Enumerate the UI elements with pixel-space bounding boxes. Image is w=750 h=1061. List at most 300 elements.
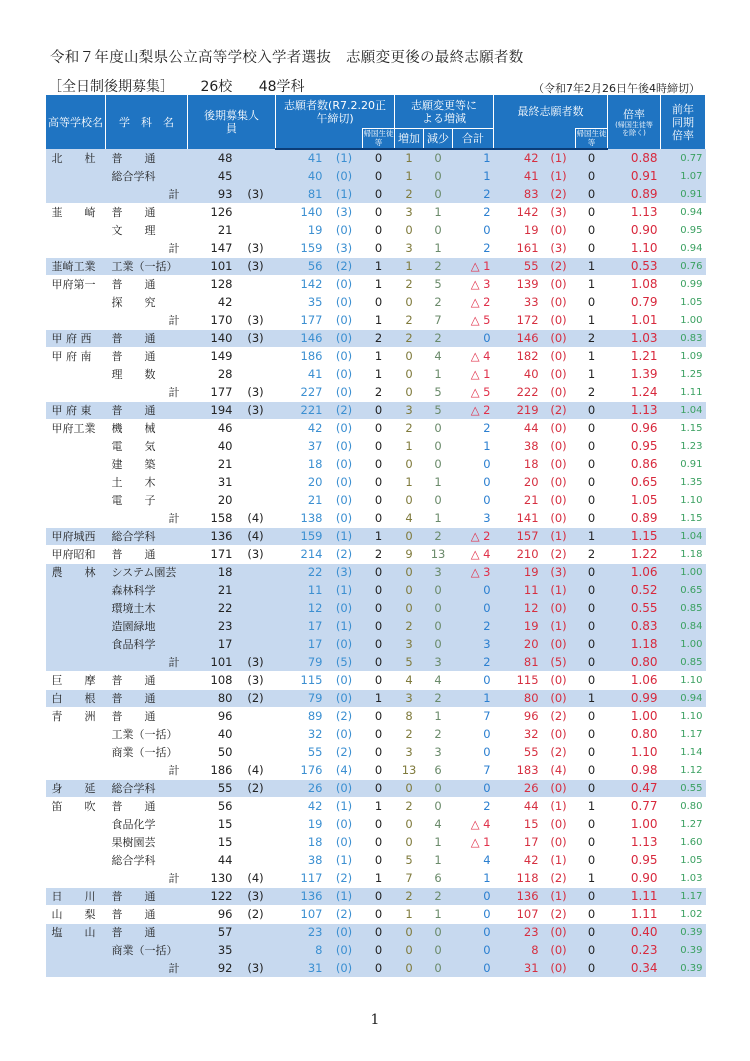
cell-final-returnees: 0 — [576, 635, 608, 653]
cell-dept: 土 木 — [111, 475, 156, 489]
cell-applicants: 177 — [300, 312, 323, 327]
cell-final-returnees-paren: (0) — [542, 329, 576, 347]
cell-ratio: 1.11 — [608, 905, 661, 923]
cell-final-returnees: 0 — [576, 653, 608, 671]
cell-quota: 140 — [188, 329, 236, 347]
cell-school — [46, 365, 106, 383]
cell-final-returnees-paren: (0) — [542, 419, 576, 437]
cell-change-total: 0 — [453, 923, 494, 941]
cell-prev-ratio: 1.17 — [680, 728, 703, 740]
cell-prev-ratio: 1.04 — [661, 527, 706, 545]
cell-increase: 0 — [395, 959, 424, 977]
cell-change-total: 0 — [483, 456, 491, 471]
cell-change-total: 2 — [483, 240, 491, 255]
cell-increase: 0 — [405, 834, 413, 849]
cell-final-returnees: 1 — [587, 312, 596, 327]
cell-school — [46, 491, 106, 509]
cell-prev-ratio: 1.17 — [661, 887, 706, 905]
cell-final-returnees: 0 — [576, 581, 608, 599]
cell-quota: 101 — [188, 257, 236, 275]
cell-returnees: 0 — [374, 762, 383, 777]
cell-school: 甲 府 西 — [46, 329, 106, 347]
cell-quota: 170 — [210, 312, 233, 327]
cell-dept: 総合学科 — [111, 853, 156, 867]
cell-dept: 普 通 — [106, 329, 188, 347]
cell-ratio: 1.00 — [608, 707, 661, 725]
cell-increase: 0 — [395, 923, 424, 941]
cell-prev-ratio: 1.25 — [680, 368, 703, 380]
cell-decrease: 6 — [434, 762, 442, 777]
cell-applicants: 40 — [276, 167, 326, 185]
cell-returnees: 0 — [374, 222, 383, 237]
cell-final: 81 — [494, 653, 542, 671]
cell-final: 172 — [516, 312, 539, 327]
cell-final-returnees-paren: (0) — [542, 347, 576, 365]
cell-increase: 1 — [405, 474, 413, 489]
cell-ratio: 0.86 — [630, 456, 658, 471]
cell-ratio: 0.99 — [608, 689, 661, 707]
cell-applicants-returnees: (2) — [326, 905, 363, 923]
cell-applicants: 38 — [307, 852, 323, 867]
cell-final-returnees-paren: (1) — [542, 149, 576, 167]
header-ratio-note: (帰国生徒等を除く) — [608, 121, 660, 137]
cell-dept: 普 通 — [106, 347, 188, 365]
cell-returnees: 0 — [363, 959, 395, 977]
cell-increase: 1 — [395, 905, 424, 923]
cell-change-total: 7 — [453, 707, 494, 725]
cell-change-total: 2 — [453, 617, 494, 635]
department-count: 48学科 — [258, 79, 305, 95]
cell-final: 55 — [523, 744, 539, 759]
cell-applicants: 21 — [307, 492, 323, 507]
cell-quota: 17 — [188, 635, 236, 653]
cell-final-returnees: 1 — [576, 689, 608, 707]
school-count: 26校 — [200, 79, 233, 95]
cell-applicants: 17 — [276, 635, 326, 653]
cell-final-returnees-paren: (5) — [542, 653, 576, 671]
cell-school — [46, 743, 106, 761]
cell-final: 12 — [494, 599, 542, 617]
cell-applicants: 227 — [300, 384, 323, 399]
cell-increase: 0 — [405, 384, 413, 399]
cell-final-returnees-paren: (0) — [542, 779, 576, 797]
cell-school: 農 林 — [46, 563, 106, 581]
cell-applicants: 136 — [276, 887, 326, 905]
cell-dept: 計 — [168, 511, 180, 525]
cell-quota: 28 — [217, 366, 233, 381]
cell-final-returnees: 2 — [576, 545, 608, 563]
cell-change-total: △ 2 — [470, 294, 491, 309]
applicants-table — [45, 95, 706, 977]
cell-dept: 商業（一括） — [106, 941, 188, 959]
cell-final: 141 — [516, 510, 539, 525]
cell-prev-ratio: 1.15 — [680, 512, 703, 524]
cell-final-returnees: 1 — [576, 275, 608, 293]
cell-increase: 0 — [405, 492, 413, 507]
cell-school: 甲 府 東 — [46, 401, 106, 419]
cell-increase: 3 — [395, 203, 424, 221]
cell-applicants: 8 — [276, 941, 326, 959]
cell-dept: 計 — [168, 871, 180, 885]
cell-dept: 普 通 — [106, 203, 188, 221]
cell-final-returnees-paren: (0) — [550, 726, 567, 741]
cell-final: 96 — [494, 707, 542, 725]
cell-final: 21 — [523, 492, 539, 507]
cell-final-returnees: 1 — [576, 347, 608, 365]
cell-increase: 0 — [395, 779, 424, 797]
cell-dept: システム園芸 — [106, 563, 188, 581]
cell-final-returnees: 0 — [576, 563, 608, 581]
cell-final-returnees-paren: (0) — [550, 438, 567, 453]
cell-prev-ratio: 1.12 — [680, 764, 703, 776]
header-applicants-spacer — [276, 129, 363, 150]
cell-quota-sub — [236, 167, 276, 185]
cell-final-returnees-paren: (3) — [542, 203, 576, 221]
cell-final-returnees: 1 — [576, 797, 608, 815]
cell-ratio: 0.91 — [608, 167, 661, 185]
cell-school: 北 杜 — [46, 149, 106, 167]
cell-applicants-returnees: (2) — [335, 744, 353, 759]
table-row — [46, 257, 706, 275]
cell-applicants: 56 — [276, 257, 326, 275]
cell-applicants-returnees: (0) — [335, 726, 353, 741]
cell-increase: 0 — [395, 347, 424, 365]
cell-increase: 0 — [395, 941, 424, 959]
cell-quota: 42 — [217, 294, 233, 309]
cell-prev-ratio: 0.39 — [661, 941, 706, 959]
cell-decrease: 0 — [424, 617, 453, 635]
cell-change-total: 1 — [453, 149, 494, 167]
cell-returnees: 1 — [374, 312, 383, 327]
cell-final: 20 — [523, 474, 539, 489]
cell-quota: 126 — [188, 203, 236, 221]
cell-ratio: 1.03 — [608, 329, 661, 347]
cell-returnees: 1 — [363, 275, 395, 293]
table-row — [46, 833, 706, 851]
cell-final: 17 — [523, 834, 539, 849]
cell-applicants-returnees: (0) — [326, 167, 363, 185]
cell-ratio: 1.13 — [608, 401, 661, 419]
table-row — [46, 941, 706, 959]
cell-change-total: 0 — [483, 726, 491, 741]
cell-dept: 理 数 — [111, 367, 156, 381]
cell-decrease: 0 — [424, 419, 453, 437]
cell-returnees: 0 — [374, 852, 383, 867]
cell-applicants-returnees: (4) — [335, 762, 353, 777]
cell-final-returnees-paren: (0) — [550, 366, 567, 381]
cell-final-returnees: 0 — [587, 474, 596, 489]
cell-ratio: 0.89 — [608, 185, 661, 203]
cell-dept: 普 通 — [106, 275, 188, 293]
table-row — [46, 743, 706, 761]
table-row-subtotal — [46, 959, 706, 977]
cell-change-total: △ 3 — [453, 275, 494, 293]
cell-applicants: 23 — [276, 923, 326, 941]
cell-ratio: 0.80 — [608, 653, 661, 671]
cell-ratio: 1.13 — [608, 203, 661, 221]
cell-dept: 普 通 — [106, 797, 188, 815]
cell-applicants-returnees: (0) — [335, 474, 353, 489]
cell-final-returnees-paren: (2) — [542, 905, 576, 923]
cell-decrease: 1 — [434, 474, 442, 489]
cell-final: 83 — [494, 185, 542, 203]
cell-quota: 55 — [188, 779, 236, 797]
cell-school: 甲府第一 — [46, 275, 106, 293]
cell-decrease: 2 — [424, 689, 453, 707]
cell-final: 11 — [494, 581, 542, 599]
cell-prev-ratio: 1.10 — [680, 494, 703, 506]
table-row-subtotal — [46, 869, 706, 887]
cell-increase: 3 — [395, 689, 424, 707]
cell-returnees: 0 — [363, 419, 395, 437]
cell-school — [46, 635, 106, 653]
cell-ratio: 1.13 — [630, 834, 658, 849]
cell-final-returnees: 0 — [576, 203, 608, 221]
cell-change-total: 2 — [453, 653, 494, 671]
header-ratio — [608, 95, 661, 149]
header-ratio-label: 倍率 — [623, 107, 646, 121]
cell-ratio: 1.01 — [630, 312, 658, 327]
cell-school: 韮 崎 — [46, 203, 106, 221]
cell-final-returnees-paren: (0) — [550, 834, 567, 849]
subtitle — [48, 76, 327, 96]
cell-applicants: 117 — [300, 870, 323, 885]
cell-applicants-returnees: (3) — [335, 240, 353, 255]
cell-quota: 128 — [188, 275, 236, 293]
cell-decrease: 1 — [424, 707, 453, 725]
cell-final: 19 — [494, 563, 542, 581]
cell-school — [46, 815, 106, 833]
cell-school — [46, 599, 106, 617]
cell-returnees: 0 — [363, 653, 395, 671]
cell-change-total: △ 3 — [453, 563, 494, 581]
cell-quota-sub — [236, 275, 276, 293]
cell-ratio: 0.83 — [608, 617, 661, 635]
cell-decrease: 0 — [424, 635, 453, 653]
cell-final: 38 — [523, 438, 539, 453]
header-applicants: 志願者数(R7.2.20正午締切) — [276, 95, 395, 129]
cell-applicants-returnees: (0) — [335, 222, 353, 237]
cell-final-returnees-paren: (0) — [550, 474, 567, 489]
cell-increase: 0 — [395, 527, 424, 545]
cell-applicants-returnees: (1) — [326, 527, 363, 545]
cell-ratio: 1.39 — [630, 366, 658, 381]
cell-applicants: 89 — [276, 707, 326, 725]
cell-school — [46, 869, 106, 887]
cell-school — [46, 239, 106, 257]
cell-dept: 普 通 — [106, 545, 188, 563]
cell-applicants-returnees: (0) — [326, 689, 363, 707]
cell-final: 19 — [523, 222, 539, 237]
cell-returnees: 0 — [374, 492, 383, 507]
cell-ratio: 1.10 — [630, 240, 658, 255]
cell-increase: 4 — [395, 671, 424, 689]
cell-quota: 80 — [188, 689, 236, 707]
cell-increase: 3 — [405, 240, 413, 255]
cell-quota-sub: (3) — [236, 257, 276, 275]
cell-decrease: 5 — [424, 401, 453, 419]
cell-quota-sub: (3) — [236, 545, 276, 563]
cell-dept: 計 — [106, 185, 188, 203]
cell-quota: 35 — [188, 941, 236, 959]
cell-quota-sub — [236, 599, 276, 617]
cell-decrease: 0 — [424, 581, 453, 599]
cell-ratio: 0.55 — [608, 599, 661, 617]
cell-returnees: 1 — [363, 257, 395, 275]
cell-quota-sub — [236, 221, 276, 239]
cell-increase: 2 — [395, 275, 424, 293]
cell-quota-sub — [236, 563, 276, 581]
cell-prev-ratio: 0.94 — [661, 203, 706, 221]
cell-decrease: 5 — [424, 275, 453, 293]
cell-school — [46, 851, 106, 869]
header-quota: 後期募集人員 — [188, 95, 276, 149]
cell-final-returnees: 0 — [576, 419, 608, 437]
cell-final: 222 — [516, 384, 539, 399]
cell-returnees: 0 — [363, 887, 395, 905]
cell-dept: 計 — [168, 763, 180, 777]
cell-prev-ratio: 1.00 — [661, 563, 706, 581]
cell-final-returnees: 0 — [576, 959, 608, 977]
cell-returnees: 0 — [363, 941, 395, 959]
cell-applicants-returnees: (3) — [326, 203, 363, 221]
cell-prev-ratio: 0.77 — [661, 149, 706, 167]
cell-school: 白 根 — [46, 689, 106, 707]
cell-change-total: 0 — [453, 329, 494, 347]
header-increase: 増加 — [395, 129, 424, 150]
cell-prev-ratio: 0.85 — [661, 599, 706, 617]
cell-increase: 3 — [405, 744, 413, 759]
cell-final-returnees-paren: (0) — [550, 384, 567, 399]
cell-change-total: 1 — [453, 167, 494, 185]
cell-quota: 186 — [210, 762, 233, 777]
cell-decrease: 4 — [424, 671, 453, 689]
cell-final-returnees: 0 — [587, 726, 596, 741]
cell-final-returnees: 0 — [587, 852, 596, 867]
cell-dept: 探 究 — [111, 295, 156, 309]
cell-final-returnees: 0 — [587, 492, 596, 507]
header-final: 最終志願者数 — [494, 95, 608, 129]
cell-returnees: 0 — [363, 635, 395, 653]
cell-final: 32 — [523, 726, 539, 741]
cell-final-returnees: 0 — [576, 779, 608, 797]
cell-returnees: 2 — [363, 545, 395, 563]
cell-applicants: 37 — [307, 438, 323, 453]
cell-applicants-returnees: (0) — [335, 456, 353, 471]
cell-increase: 5 — [395, 653, 424, 671]
cell-quota-sub — [236, 725, 276, 743]
cell-dept: 計 — [168, 241, 180, 255]
cell-applicants-returnees: (2) — [335, 870, 353, 885]
cell-quota-sub: (2) — [236, 779, 276, 797]
cell-school — [46, 221, 106, 239]
cell-ratio: 0.23 — [608, 941, 661, 959]
cell-prev-ratio: 1.00 — [680, 314, 703, 326]
cell-school — [46, 311, 106, 329]
cell-applicants: 41 — [307, 366, 323, 381]
cell-school — [46, 941, 106, 959]
cell-decrease: 1 — [424, 905, 453, 923]
cell-returnees: 0 — [363, 617, 395, 635]
cell-quota: 57 — [188, 923, 236, 941]
document-title: 令和７年度山梨県公立高等学校入学者選抜 志願変更後の最終志願者数 — [50, 50, 524, 66]
cell-returnees: 0 — [363, 563, 395, 581]
cell-final: 182 — [494, 347, 542, 365]
cell-final-returnees-paren: (2) — [550, 744, 567, 759]
cell-applicants-returnees: (0) — [326, 941, 363, 959]
cell-quota-sub — [236, 347, 276, 365]
cell-applicants: 12 — [276, 599, 326, 617]
header-change: 志願変更等による増減 — [395, 95, 494, 129]
cell-school: 笛 吹 — [46, 797, 106, 815]
cell-final-returnees-paren: (0) — [550, 294, 567, 309]
cell-applicants-returnees: (0) — [335, 816, 353, 831]
cell-ratio: 0.34 — [608, 959, 661, 977]
cell-decrease: 3 — [434, 744, 442, 759]
cell-dept: 果樹園芸 — [111, 835, 156, 849]
cell-final-returnees: 0 — [587, 762, 596, 777]
cell-ratio: 0.47 — [608, 779, 661, 797]
cell-quota-sub: (3) — [236, 887, 276, 905]
cell-returnees: 0 — [363, 581, 395, 599]
cell-increase: 0 — [395, 563, 424, 581]
cell-quota-sub — [236, 635, 276, 653]
cell-decrease: 2 — [424, 887, 453, 905]
table-row — [46, 401, 706, 419]
cell-increase: 2 — [395, 329, 424, 347]
cell-decrease: 2 — [434, 294, 442, 309]
table-row — [46, 527, 706, 545]
table-row — [46, 851, 706, 869]
cell-quota: 149 — [188, 347, 236, 365]
cell-returnees: 0 — [363, 599, 395, 617]
table-row-subtotal — [46, 239, 706, 257]
cell-returnees: 1 — [363, 689, 395, 707]
cell-applicants: 138 — [300, 510, 323, 525]
cell-ratio: 0.90 — [630, 870, 658, 885]
cell-change-total: 1 — [453, 689, 494, 707]
cell-decrease: 2 — [434, 726, 442, 741]
cell-quota-sub — [236, 491, 276, 509]
cell-quota: 50 — [217, 744, 233, 759]
cell-change-total: 0 — [453, 941, 494, 959]
cell-final: 210 — [494, 545, 542, 563]
cell-decrease: 3 — [424, 563, 453, 581]
cell-prev-ratio: 0.80 — [661, 797, 706, 815]
cell-quota-sub — [236, 455, 276, 473]
cell-applicants-returnees: (0) — [335, 366, 353, 381]
cell-school — [46, 167, 106, 185]
cell-returnees: 1 — [374, 870, 383, 885]
cell-applicants: 42 — [276, 419, 326, 437]
cell-dept: 造園緑地 — [106, 617, 188, 635]
table-row — [46, 563, 706, 581]
cell-applicants-returnees: (0) — [326, 599, 363, 617]
cell-school — [46, 383, 106, 401]
cell-applicants: 19 — [307, 816, 323, 831]
page-number: 1 — [370, 1012, 380, 1028]
header-prev: 前年同期倍率 — [661, 95, 706, 149]
cell-quota-sub — [236, 437, 276, 455]
cell-school — [46, 833, 106, 851]
cell-applicants: 176 — [300, 762, 323, 777]
cell-applicants: 214 — [276, 545, 326, 563]
table-row-subtotal — [46, 311, 706, 329]
cell-dept: 文 理 — [111, 223, 156, 237]
table-row — [46, 329, 706, 347]
cell-final-returnees: 1 — [576, 257, 608, 275]
cell-quota-sub: (2) — [236, 905, 276, 923]
